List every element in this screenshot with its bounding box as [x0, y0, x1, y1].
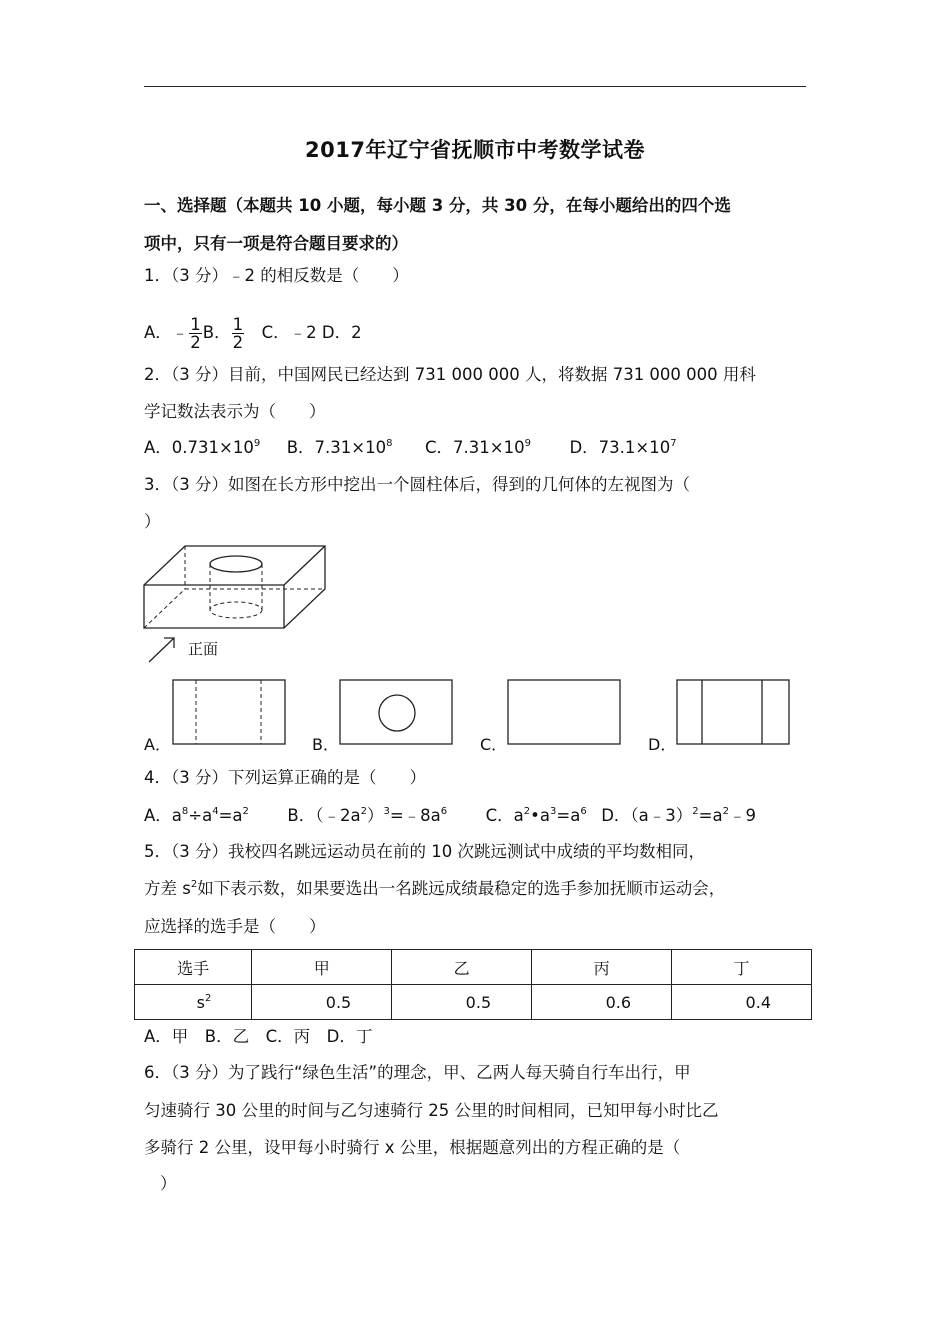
q1-option-a-fraction	[189, 316, 202, 351]
question-3-stem-line2: ）	[144, 512, 161, 531]
exponent: 6	[440, 806, 448, 817]
question-6-stem-line1: 6．（3 分）为了践行“绿色生活”的理念，甲、乙两人每天骑自行车出行，甲	[144, 1063, 691, 1082]
q4-option-b	[287, 806, 447, 825]
question-3-stem-line1: 3．（3 分）如图在长方形中挖出一个圆柱体后，得到的几何体的左视图为（	[144, 475, 690, 494]
question-5-stem-line1: 5．（3 分）我校四名跳远运动员在前的 10 次跳远测试中成绩的平均数相同，	[144, 842, 705, 861]
question-2-stem-line1: 2．（3 分）目前，中国网民已经达到 731 000 000 人，将数据 731 000 000 用科	[144, 365, 756, 384]
q3-solid-figure	[140, 542, 340, 667]
view-outline	[508, 680, 620, 744]
question-4-stem: 4．（3 分）下列运算正确的是（ ）	[144, 768, 426, 787]
table-row-label	[135, 985, 252, 1020]
view-circle	[379, 695, 415, 731]
q2-option-a	[144, 438, 260, 457]
expr: C．a	[485, 806, 524, 825]
exponent: 3	[550, 806, 557, 817]
question-5-stem-line2	[144, 879, 725, 899]
q2-option-b	[287, 438, 393, 457]
table-header-cell: 乙	[392, 950, 532, 985]
q2-option-d-text: D．73.1×10	[569, 438, 671, 457]
table-header-cell: 丁	[672, 950, 812, 985]
exponent: 2	[523, 806, 531, 817]
q2-option-d	[569, 438, 676, 457]
question-6-stem-line3: 多骑行 2 公里，设甲每小时骑行 x 公里，根据题意列出的方程正确的是（	[144, 1138, 681, 1157]
exponent: 9	[524, 438, 531, 449]
q3-option-d-view	[676, 679, 792, 747]
front-view-label: 正面	[188, 640, 219, 658]
question-6-stem-line4: ）	[160, 1174, 177, 1193]
q3-option-b-label: B．	[312, 735, 339, 754]
expr: =﹣8a	[389, 806, 441, 825]
question-5-options: A．甲 B．乙 C．丙 D．丁	[144, 1027, 373, 1046]
expr: D．（a﹣3）	[601, 806, 693, 825]
exponent: 2	[360, 806, 367, 817]
q1-option-b-fraction	[232, 316, 245, 351]
front-arrow	[149, 638, 174, 662]
question-2-options	[144, 438, 677, 458]
question-2-stem-line2: 学记数法表示为（ ）	[144, 402, 326, 421]
table-cell: 0.6	[532, 985, 672, 1020]
q4-option-c	[486, 806, 587, 825]
variance-table	[134, 949, 812, 1020]
cylinder-bottom	[210, 602, 262, 618]
stem-text: 方差 s	[144, 879, 191, 898]
q1-options-rest: C．﹣2 D．2	[245, 323, 362, 342]
view-outline	[677, 680, 789, 744]
q1-option-b-label: B．	[202, 323, 231, 342]
section-heading-line2: 项中，只有一项是符合题目要求的）	[144, 234, 408, 253]
q4-option-a	[144, 806, 249, 825]
fraction-denominator: 2	[232, 333, 244, 352]
exponent: 7	[670, 438, 677, 449]
exponent: 2	[204, 992, 212, 1004]
exponent: 2	[692, 806, 699, 817]
table-row	[135, 985, 812, 1020]
table-cell: 0.5	[392, 985, 532, 1020]
table-header-cell: 甲	[252, 950, 392, 985]
q2-option-c-text: C．7.31×10	[425, 438, 525, 457]
expr: =a	[218, 806, 243, 825]
expr: A．a	[144, 806, 182, 825]
q3-option-c-label: C．	[480, 735, 508, 754]
exponent: 8	[181, 806, 189, 817]
hidden-edge	[144, 589, 185, 628]
question-5-stem-line3: 应选择的选手是（ ）	[144, 917, 326, 936]
exponent: 2	[242, 806, 249, 817]
q3-option-b-view	[339, 679, 455, 747]
table-header-cell: 丙	[532, 950, 672, 985]
q1-option-a-label: A．﹣	[144, 323, 189, 342]
exponent: 2	[722, 806, 729, 817]
table-cell: 0.4	[672, 985, 812, 1020]
q2-option-b-text: B．7.31×10	[286, 438, 387, 457]
exponent: 9	[253, 438, 261, 449]
q3-option-d-label: D．	[648, 735, 677, 754]
exponent: 6	[580, 806, 587, 817]
question-6-stem-line2: 匀速骑行 30 公里的时间与乙匀速骑行 25 公里的时间相同，已知甲每小时比乙	[144, 1101, 719, 1120]
header-rule	[144, 86, 806, 87]
expr: •a	[530, 806, 551, 825]
question-1-options	[144, 316, 362, 351]
expr: =a	[556, 806, 581, 825]
view-outline	[173, 680, 285, 744]
view-outline	[340, 680, 452, 744]
question-4-options	[144, 806, 756, 826]
expr: =a	[698, 806, 723, 825]
table-cell: 0.5	[252, 985, 392, 1020]
q2-option-a-text: A．0.731×10	[144, 438, 254, 457]
box-top-right-edge	[284, 546, 325, 585]
row-label-text: s	[196, 992, 205, 1012]
exponent: 3	[383, 806, 390, 817]
expr: ）	[366, 806, 384, 825]
fraction-numerator: 1	[190, 315, 201, 334]
page-title: 2017年辽宁省抚顺市中考数学试卷	[305, 138, 645, 162]
q3-option-a-view	[172, 679, 288, 747]
q2-option-c	[425, 438, 531, 457]
fraction-denominator: 2	[190, 333, 201, 352]
exponent: 4	[212, 806, 219, 817]
expr: B．（﹣2a	[287, 806, 361, 825]
table-header-cell: 选手	[135, 950, 252, 985]
fraction-numerator: 1	[232, 315, 244, 334]
question-1-stem: 1．（3 分）﹣2 的相反数是（ ）	[144, 266, 409, 285]
expr: ﹣9	[728, 806, 756, 825]
cylinder-top	[210, 556, 262, 572]
exponent: 2	[190, 879, 198, 890]
section-heading-line1: 一、选择题（本题共 10 小题，每小题 3 分，共 30 分，在每小题给出的四个选	[144, 196, 731, 215]
table-header-row	[135, 950, 812, 985]
q3-option-c-view	[507, 679, 623, 747]
exponent: 8	[386, 438, 393, 449]
stem-text: 如下表示数，如果要选出一名跳远成绩最稳定的选手参加抚顺市运动会，	[197, 879, 726, 898]
q3-option-a-label: A．	[144, 735, 171, 754]
box-outline	[144, 546, 325, 628]
q4-option-d	[601, 806, 756, 825]
expr: ÷a	[188, 806, 213, 825]
